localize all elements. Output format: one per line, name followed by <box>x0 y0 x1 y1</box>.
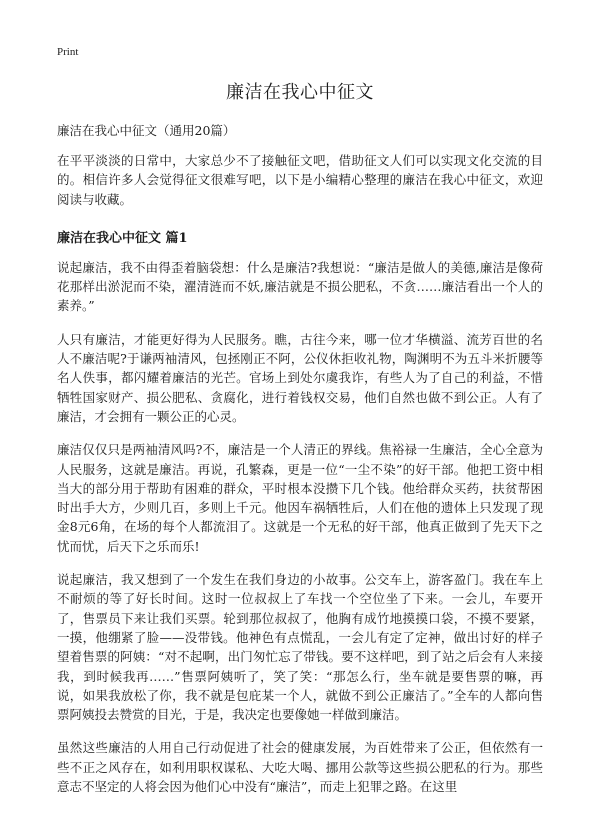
body-paragraph: 说起廉洁，我又想到了一个发生在我们身边的小故事。公交车上，游客盈门。我在车上不耐烦的等了好长时间。这时一位叔叔上了车找一个空位坐了下来。一会儿，车要开了，售票员下来让我们买票。轮到那位叔叔了，他胸有成竹地摸摸口袋，不摸不要紧，一摸，他绷紧了脸——没带钱。他神色有点慌乱，一会儿有定了定神，做出讨好的样子望着售票的阿姨：“对不起啊，出门匆忙忘了带钱。要不这样吧，到了站之后会有人来接我，到时候我再……”售票阿姨听了，笑了笑：“那怎么行，坐车就是要售票的嘛，再说，如果我放松了你，我不就是包庇某一个人，就做不到公正廉洁了。”全车的人都向售票阿姨投去赞赏的目光，于是，我决定也要像她一样做到廉洁。 <box>57 572 543 723</box>
document-subtitle: 廉洁在我心中征文（通用20篇） <box>57 123 236 138</box>
body-paragraph: 人只有廉洁，才能更好得为人民服务。瞧，古往今来，哪一位才华横溢、流芳百世的名人不廉洁呢?于谦两袖清风，包拯刚正不阿，公仪休拒收礼物，陶渊明不为五斗米折腰等名人佚事，都闪耀着廉洁的光芒。官场上到处尔虞我诈，有些人为了自己的利益，不惜牺牲国家财产、损公肥私、贪腐化，进行着钱权交易，他们自然也做不到公正。人有了廉洁，才会拥有一颗公正的心灵。 <box>57 331 543 424</box>
body-paragraph: 虽然这些廉洁的人用自己行动促进了社会的健康发展，为百姓带来了公正，但依然有一些不正之风存在，如利用职权谋私、大吃大喝、挪用公款等这些损公肥私的行为。那些意志不坚定的人将会因为他们心中没有“廉洁”，而走上犯罪之路。在这里 <box>57 740 543 795</box>
print-link[interactable]: Print <box>57 46 79 58</box>
body-paragraph: 廉洁仅仅只是两袖清风吗?不，廉洁是一个人清正的界线。焦裕禄一生廉洁，全心全意为人民服务，这就是廉洁。再说，孔繁森，更是一位“一尘不染”的好干部。他把工资中相当大的部分用于帮助有困难的群众，平时根本没攒下几个钱。他给群众买药，扶贫帮困时出手大方，少则几百，多则上千元。他因车祸牺牲后，人们在他的遗体上只发现了现金8元6角，在场的每个人都流泪了。这就是一个无私的好干部，他真正做到了先天下之忧而忧，后天下之乐而乐! <box>57 442 543 554</box>
body-paragraph: 说起廉洁，我不由得歪着脑袋想：什么是廉洁?我想说：“廉洁是做人的美德,廉洁是像荷花那样出淤泥而不染，濯清涟而不妖,廉洁就是不损公肥私，不贪……廉洁看出一个人的素养。” <box>57 259 543 314</box>
intro-paragraph: 在平平淡淡的日常中，大家总少不了接触征文吧，借助征文人们可以实现文化交流的目的。相信许多人会觉得征文很难写吧，以下是小编精心整理的廉洁在我心中征文，欢迎阅读与收藏。 <box>57 153 543 207</box>
document-body <box>57 122 543 810</box>
page-title: 廉洁在我心中征文 <box>226 82 374 103</box>
section-heading: 廉洁在我心中征文 篇1 <box>57 230 188 246</box>
